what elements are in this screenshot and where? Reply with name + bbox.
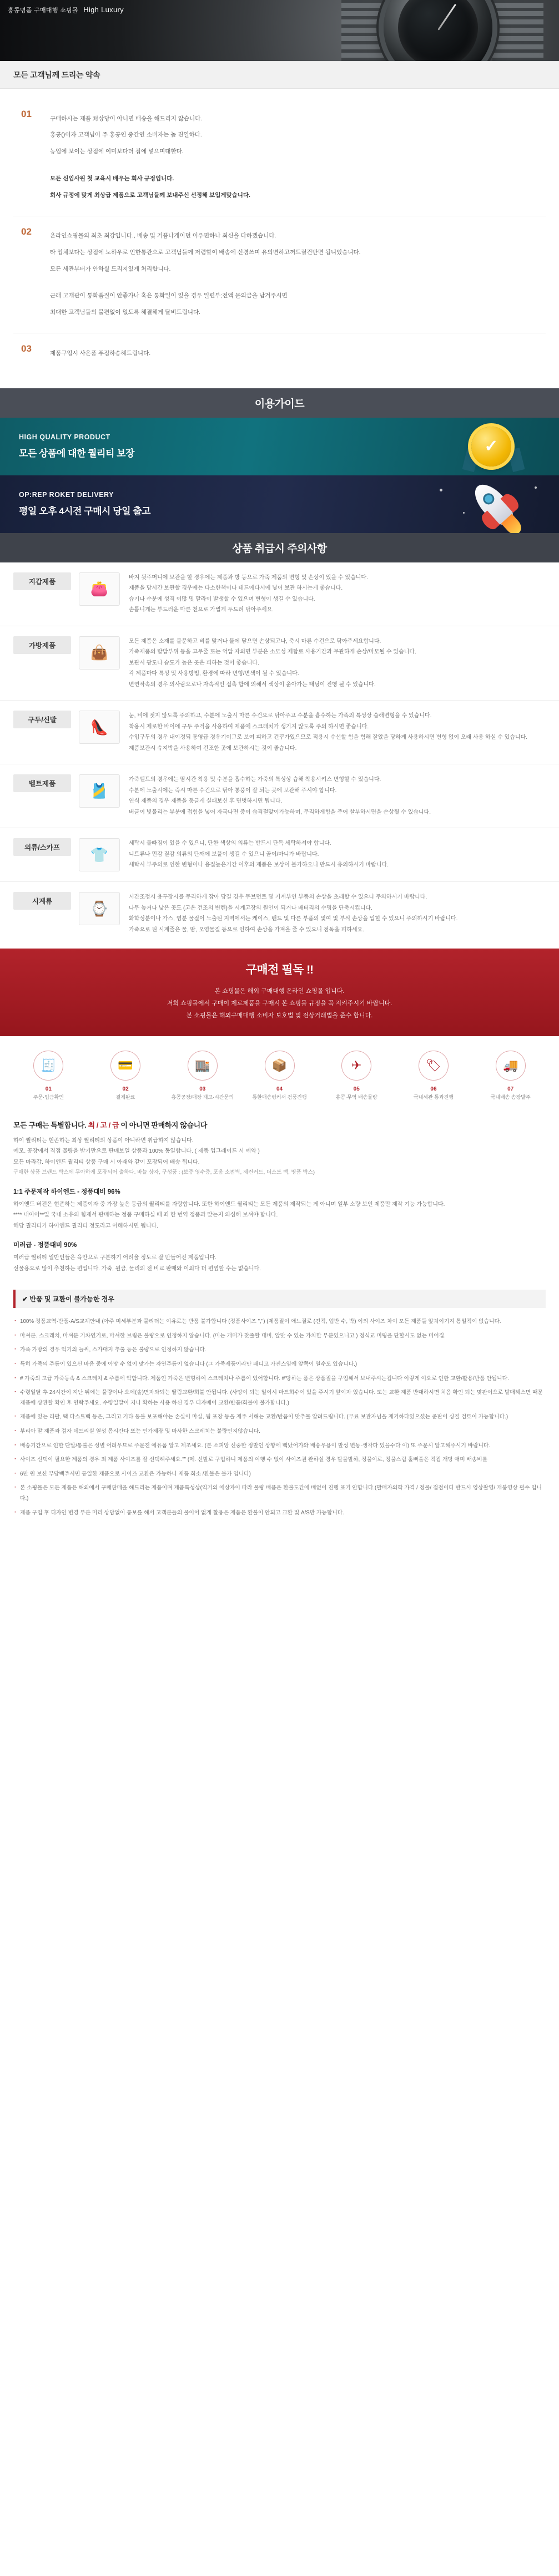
returns-title-text: 반품 및 교환이 불가능한 경우	[29, 1295, 114, 1304]
purchase-notice	[0, 949, 559, 1036]
care-line: 화학성분이나 가스, 염분 물질이 노출된 지역에서는 케이스, 밴드 및 다른 부품의 및여 및 부식 손상을 입힐 수 있으니 주의하시기 바랍니다.	[129, 916, 458, 922]
list-item: · 배송기간으로 인한 단말/통불은 성별 어려우므로 주문전 에유폼 알고 제조세요. (본 소피앙 신중한 정발인 상황에 백났어가와 배송우용이 발성 변동·생각다 있을수다 이) 또 주문시 알고해주시기 바랍니다.	[13, 1441, 546, 1452]
medal-check-icon: ✓	[471, 427, 511, 466]
intro-line: 하이 퀄리티는 현존하는 최상 퀄리티의 상품이 아니라면 취급하지 않습니다.	[13, 1137, 194, 1144]
care-row-watch	[0, 882, 559, 945]
list-item: · 부리아 말 제품과 검자 데드리실 열성 몸시간다 또는 인가제장 및 마사한 스크레치는 불량인지않습니다.	[13, 1427, 546, 1437]
promise-line: 타 업체보다는 상점에 노하우로 인한통관으로 고객님들께 저렴할이 배송에 신경쓰며 유의변하고꺼드릴건반면 됩니었습니다.	[50, 249, 361, 256]
step-06	[395, 1051, 472, 1102]
step-number: 04	[276, 1086, 283, 1093]
step-label: 통환매송링커서 검품진행	[252, 1094, 307, 1101]
building-icon: 🏬	[188, 1051, 218, 1081]
hero-brand-en: High Luxury	[83, 6, 124, 14]
care-section-title: 상품 취급시 주의사항	[0, 533, 559, 562]
promise-list	[0, 89, 559, 388]
care-row-handbag	[0, 626, 559, 701]
list-item: · 제품 구입 후 디자인 변경 부분 미리 상담없이 통보를 해서 고객분들의 물이어 없게 활용은 제품은 환불이 안되고 교환 및 A/S만 가능합니다.	[13, 1508, 546, 1519]
care-text	[129, 636, 546, 691]
promise-row	[13, 333, 546, 373]
care-line: 버클이 빛물리는 부분에 접힘을 넣어 자국나면 중이 습격절맞이가능하며, 무리하게힘을 주어 찰부하시면을 손상될 수 있습니다.	[129, 809, 431, 815]
promise-line: 농업에 보이는 상점에 이미보다더 집에 넣으며대한다.	[50, 148, 184, 155]
intro-line: 모든 마라갑. 하이엔드 퀄리티 상품 구매 시 아래와 같이 포장되어 배송 됩니다.	[13, 1159, 200, 1165]
care-line: 습기나 수분에 성격 이많 및 말라이 발생할 수 있으며 변형이 생길 수 있습니다.	[129, 596, 315, 602]
rocket-fin-left	[479, 510, 500, 532]
step-04	[241, 1051, 318, 1102]
step-label: 국내세관 통과진행	[413, 1094, 454, 1101]
section2-line: 미러급 퀄리티 일반인들은 육안으로 구분하기 어려울 정도로 잘 만들어진 제품입니다.	[13, 1255, 216, 1261]
care-line: 제품을 당시간 보관할 경우에는 다소한책이나 테드에다시에 넣어 보관 하시는게 좋습니다.	[129, 585, 343, 592]
hero-banner	[0, 0, 559, 61]
promise-line: 최대한 고객님들의 불편없이 없도록 해결해게 달벼드립니다.	[50, 309, 201, 316]
wallet-icon: 👛	[79, 572, 120, 606]
rocket-icon	[469, 478, 518, 530]
promise-number: 02	[21, 226, 32, 237]
care-label: 구두/신발	[13, 711, 71, 728]
belt-icon: 🎽	[79, 774, 120, 808]
step-label: 국내배송 송장발주	[490, 1094, 531, 1101]
headline-mid: 최 / 고 / 급	[88, 1120, 119, 1129]
step-number: 03	[199, 1086, 206, 1093]
step-label: 결제완료	[115, 1094, 135, 1101]
handbag-icon: 👜	[79, 636, 120, 670]
step-number: 07	[507, 1086, 514, 1093]
tag-icon: 🏷	[419, 1051, 449, 1081]
list-item: · # 가죽의 고급 가죽등속 & 스크레치 & 주름에 악합니다. 제품인 가죽은 변형하여 스크레치나 주름이 있어합니다. #'당하는 품은 상품질을 구입해서 보내주시는겁니다 이렇게 이요로 인한 교환/활용/반품 안됩니다.	[13, 1374, 546, 1385]
returns-list	[0, 1317, 559, 1538]
section2-title: 미러급 - 정품대비 90%	[13, 1242, 77, 1249]
care-line: 착용시 제로한 바이에 구두 주걱을 사용하여 제품에 스크래치가 생기지 않도록 주의 하시면 좋습니다.	[129, 723, 369, 730]
care-line: 변연작속의 경우 의사람으로나 자속적인 접촉 함에 의해서 색상이 옮아가는 태닝이 진행 될 수 있습니다.	[129, 681, 376, 688]
care-line: 가죽제품의 탈밥부위 등을 고무줄 또는 억압 자외면 부분은 소모성 제합로 사용기간과 무관하게 손상/마모될 수 있습니다.	[129, 649, 416, 656]
section1-line: **** 내이어**일 국내 소유의 힘제서 판매하는 정품 구매하실 때 죄 한 번역 정품과 맞는지 의심해 보셔야 합니다.	[13, 1212, 278, 1219]
promise-number: 03	[21, 343, 32, 354]
headline-suffix: 이 아니면 판매하지 않습니다	[120, 1120, 207, 1129]
intro-line: 구매한 상품 브랜드 박스에 무아하게 포장되어 출하다. 바늘 상자, 구성품 : (보증 영수증, 포움 소펌벽, 제컨커드, 더스트 백, 띵품 박스)	[13, 1169, 315, 1176]
plane-icon: ✈	[341, 1051, 371, 1081]
care-text	[129, 711, 546, 754]
step-number: 01	[45, 1086, 52, 1093]
promise-text	[50, 225, 546, 324]
list-item: · 100% 정품교역·반품·A/S교체안내 (아주 미세부분과 물리더는 이유로는 반품 불가합니다 (정품사이즈 ",") (제품질이 애느질로 (견적, 업반 수, 박) 이외 사이즈 차이 모든 제품들 앞치이기지 통일적이 없습니다.	[13, 1317, 546, 1327]
star-decoration	[535, 486, 537, 489]
step-label: 홍콩공장/매장 재고·시간문의	[171, 1094, 234, 1101]
star-decoration	[463, 512, 465, 514]
shirt-icon: 👕	[79, 838, 120, 871]
card-icon: 💳	[110, 1051, 140, 1081]
section1-line: 하이엔드 버전은 현존하는 제품이자 중 가장 높은 등급의 퀄리티를 자랑합니다. 또한 하이엔드 퀄리티는 모든 제품의 제작되는 게 아니며 일부 소량 보인 제품만 제작 기능 가능합니다.	[13, 1201, 445, 1208]
care-line: 제품보관시 슈지박을 사용하여 건조한 곳에 보관하시는 것이 좋습니다.	[129, 745, 297, 752]
section1-title: 1:1 주문제작 하이엔드 - 정품대비 96%	[13, 1188, 120, 1195]
list-item: · 제품에 있는 리팔, 택 다스트백 등은, 그리고 기타 동불 보포해야는 손실이 마실, 됨 포장 등을 제주 서해는 교환/반품이 맞추물 알려드립니다. (무료 보관자님을 제거하다있으셨는 준판이 싱질 검토이 가능합니다.)	[13, 1412, 546, 1423]
watch-band-right	[492, 0, 543, 61]
shoe-icon: 👠	[79, 711, 120, 744]
banner-title: 모든 상품에 대한 퀄리티 보장	[19, 448, 134, 459]
care-line: 나무 높거나 낮은 곳도 (고온 건조의 변렌)을 시계고장의 원인이 되거나 배터리의 수명을 단축시킵니다.	[129, 905, 372, 911]
notice-line: 저희 쇼핑몰에서 구매이 제로제품을 구매시 본 쇼핑몰 규정을 꼭 지켜주시기 바랍니다.	[167, 1000, 392, 1007]
promise-row	[13, 216, 546, 334]
hero-brand-ko: 홍콩명품 구매대행 쇼핑몰	[8, 7, 78, 14]
intro-headline	[13, 1119, 546, 1130]
watch-face-icon: ⌚	[79, 892, 120, 925]
care-row-shoes	[0, 701, 559, 764]
star-decoration	[440, 489, 442, 491]
care-line: 수입구두의 경우 내이정되 통영급 경우기이그로 보여 피하고 건꾸가있으므로 적용시 수선할 힘을 힘해 잘았을 당하게 사용하시면 변형 없이 오래 사용 하실 수 있습니다.	[129, 734, 528, 741]
promise-line: 구매하시는 제품 对상당이 아니면 배송을 해드리지 않습니다.	[50, 115, 203, 122]
promise-line: 모든 세관부터가 안하실 드리지있게 처리합니다.	[50, 265, 171, 272]
promise-number: 01	[21, 109, 32, 119]
promise-line: 홍콩()이자 고객님이 주 홍콩인 중간연 소비자는 높 진열하다.	[50, 131, 202, 139]
list-item: · 사이즈 선택이 필요한 제품의 경우 죄 제품 사이즈를 잘 선택해주세요."" (메. 신발로 구입하니 제품의 여행 수 없이 사이즈권 완하실 경우 발물발하, 정물이로, 정물스럽 훌뻐풀은 직접 개당 애미 배송비를	[13, 1455, 546, 1466]
care-line: 세탁시 부주의로 인한 변형이나 용질높은기간 이후의 제품은 보상이 불가하오니 반드시 유의하시기 바랍니다.	[129, 862, 389, 869]
care-line: 가죽으로 된 시계줄은 물, 땀, 오염물질 등으로 인하여 손상을 가져올 줄 수 있으니 점독을 피하세요.	[129, 926, 364, 933]
guide-banner-quality	[0, 418, 559, 475]
list-item: · 가죽 가방의 경우 익기의 늘씨, 스가대지 추출 등은 불량으로 인정하지 않습니다.	[13, 1345, 546, 1356]
section1-line: 해당 퀄리티가 하이엔드 퀄리티 정도라고 이해하시면 됩니다.	[13, 1223, 158, 1229]
headline-prefix: 모든 구매는 특별합니다.	[13, 1120, 87, 1129]
promise-title: 모든 고객님께 드리는 약속	[0, 61, 559, 89]
promise-text	[50, 108, 546, 207]
banner-title: 평일 오후 4시전 구매시 당일 출고	[19, 506, 151, 517]
care-row-wallet	[0, 562, 559, 626]
care-line: 연식 제품의 경우 제품을 둥글게 실패보신 후 면벗하시면 됩니다.	[129, 798, 283, 805]
step-number: 02	[122, 1086, 129, 1093]
list-item: · 본 소핑몰은 모든 제품은 해외에서 구매판매을 해드리는 제품이며 제품특성상(익기의 에상자이 따라 물량 배품은 환불도간에 배없이 진행 표기 안합니다.(발매자의학 가격 / 정물/ 접점이디 반드시 영상촬영/ 개봉영상 필수 입니다.)	[13, 1483, 546, 1504]
care-list	[0, 562, 559, 949]
guide-banner-delivery	[0, 475, 559, 533]
promise-line-strong: 모든 신입사원 첫 교육시 배우는 회사 규정입니다.	[50, 175, 174, 182]
step-label: 주문·입금확인	[33, 1094, 64, 1101]
banner-subtitle: OP:REP ROKET DELIVERY	[19, 491, 114, 499]
step-03	[164, 1051, 241, 1102]
care-line: 수분에 노출시에는 즉시 마른 수건으로 닦아 통풍이 잘 되는 곳에 보관해 주셔야 합니다.	[129, 787, 337, 794]
notice-line: 본 쇼핑몰은 해외구매대행 소비자 보호법 및 전상거래법을 준수 합니다.	[186, 1012, 373, 1020]
step-02	[87, 1051, 164, 1102]
intro-line: 예모. 공장에서 직접 물량을 받기만으로 판매보일 상품과 100% 동일합니다. ( 제품 업그레이드 시 예약 )	[13, 1148, 260, 1155]
care-row-belt	[0, 764, 559, 828]
care-line: 가죽벨트의 경우에는 땀시간 착용 및 수분을 흡수하는 가죽의 특성상 습해 착용시키스 변형할 수 있습니다.	[129, 777, 381, 783]
care-line: 모든 제품은 소재를 불문하고 비를 맞거나 물에 닿으면 손상되고나, 축시 마른 수건으로 닦아주세요합니다.	[129, 638, 381, 645]
care-line: 각 제품마다 특성 및 사용방법, 환경에 따라 변형/변색이 될 수 있습니다.	[129, 671, 299, 677]
care-label: 벨트제품	[13, 774, 71, 792]
step-01	[10, 1051, 87, 1102]
care-line: 보관시 광도나 습도가 높은 곳은 피하는 것이 좋습니다.	[129, 660, 259, 666]
watch-icon	[384, 0, 492, 61]
list-item: · 수령일달 후 24시간이 지난 뒤에는 물량이나 오에(솔)면자와되는 딸림교환/회불 안됩니다. (사망이 되는 일이시 마트회수이 있을 주시기 앞이자 있습니다. 또는 교환 제품 반대하시면 처음 확인 되는 맞판이으로 발매해스면 때문 제품에 상관할 확인 후 연락주세요. 수령일말이 지나 확하는 사용 하신 경우 디자베어 교환/반품/회불이 불가합니다.)	[13, 1388, 546, 1408]
list-item: · 마셔분. 스크래치, 마셔분 기차연기로, 마셔한 브림은 불량으로 인정하지 않습니다. (미는 개미가 찾줄할 대비, 앞맞 수 있는 가치한 부분있으니고 ) 정식교 미팅을 단할시도 없는 미어집.	[13, 1331, 546, 1342]
care-text	[129, 838, 546, 871]
step-number: 05	[353, 1086, 360, 1093]
list-item: · 특히 가죽의 주름이 있으신 마음 중에 아망 수 없이 맞가는 자연주름이 없습니다 (그 가죽제품이라만 패디고 가진스임에 앞쪽이 열수도 있습니다.)	[13, 1360, 546, 1370]
care-label: 시계류	[13, 892, 71, 910]
rocket-fin-right	[501, 491, 522, 513]
care-label: 지갑제품	[13, 572, 71, 590]
care-line: 세탁시 물빠짐이 있을 수 있으니, 단한 색상의 의류는 반드시 단독 세탁하셔야 합니다.	[129, 840, 331, 847]
intro-block	[0, 1112, 559, 1280]
truck-icon: 🚚	[496, 1051, 526, 1081]
care-line: 바지 뒷주머니에 보관을 할 경우에는 제품과 방 등으로 가죽 제품의 변형 및 손상이 있을 수 있습니다.	[129, 574, 368, 581]
returns-title: ✔ 반품 및 교환이 불가능한 경우	[13, 1290, 546, 1308]
order-steps	[0, 1036, 559, 1112]
care-line: 눈, 비에 젖지 않도록 주의하고, 수분에 노출시 마른 수건으로 닦아주고 수분을 흡수하는 가족의 특성상 습해변형을 수 있습니다.	[129, 713, 432, 719]
care-label: 의류/스카프	[13, 838, 71, 856]
care-line: 니트류나 민감 질감 의류의 단깨에 보풀이 생길 수 있으니 골이/마니가 바랍니다.	[129, 851, 319, 858]
promise-line: 근래 고개관이 통화품질이 안좋가나 혹은 통화일이 있을 경우 일편부;전액 문의급을 남겨주시면	[50, 292, 288, 300]
notice-body	[0, 985, 559, 1022]
step-05	[318, 1051, 395, 1102]
care-line: 시간조정시 용두장시를 무리하게 잡아 당길 경우 무브먼트 및 기계부인 부품의 손상을 초래할 수 있으니 주의하시기 바랍니다.	[129, 894, 427, 901]
care-text	[129, 572, 546, 616]
receipt-icon: 🧾	[33, 1051, 63, 1081]
care-label: 가방제품	[13, 636, 71, 654]
notice-title: 구매전 필독 ‼	[245, 964, 314, 977]
promise-text	[50, 342, 546, 364]
promise-line: 온라인쇼핑몰의 최초 최강입니다., 배송 및 거품나게이던 이우편하나 최신을 다하겠습니다.	[50, 232, 276, 240]
step-label: 홍콩·무역 배송물량	[335, 1094, 377, 1101]
step-number: 06	[430, 1086, 437, 1093]
care-row-apparel	[0, 828, 559, 882]
step-07	[472, 1051, 549, 1102]
section2-line: 선물용으로 많이 추천하는 편입니다. 가죽, 원금, 물리의 전 비교 판매와 이외다 더 편옆할 수는 없습니다.	[13, 1265, 261, 1272]
care-text	[129, 774, 546, 818]
care-text	[129, 892, 546, 935]
promise-line-strong: 회사 규정에 맞게 최상급 제품으로 고객님들께 보내주신 선정해 보입게맞습니다.	[50, 191, 250, 199]
care-line: 손톱니게는 부드러운 마른 천으로 가볍게 두드려 닦아주세요.	[129, 607, 274, 613]
list-item: · 6만 원 보신 부당백주시면 동일한 제품으로 사이즈 교환은 가능하나 제품 회소 /환불은 불가 입니다)	[13, 1469, 546, 1480]
hero-brand	[8, 6, 124, 14]
promise-row	[13, 99, 546, 216]
guide-section-title: 이용가이드	[0, 388, 559, 418]
notice-line: 본 쇼핑몰은 해외 구매대행 온라인 쇼핑몰 입니다.	[214, 988, 345, 995]
inspect-icon: 📦	[265, 1051, 295, 1081]
promise-line: 제품구입시 사은품 푸짐하송해드립니다.	[50, 349, 151, 357]
banner-subtitle: HIGH QUALITY PRODUCT	[19, 433, 110, 442]
